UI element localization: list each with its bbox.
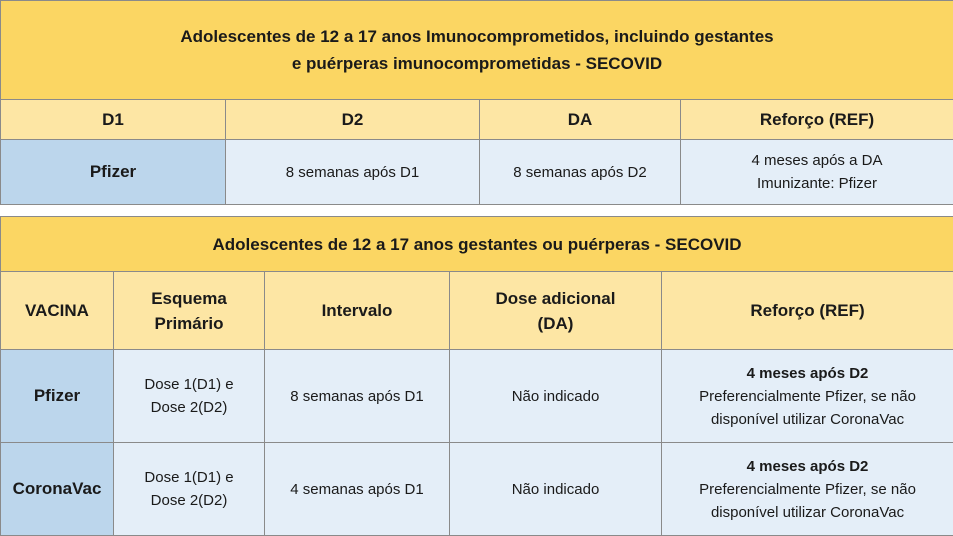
cell-d1-vaccine: Pfizer <box>1 140 226 205</box>
cell-reforco: 4 meses após D2 Preferencialmente Pfizer, se não disponível utilizar CoronaVac <box>662 443 953 536</box>
cell-reforco: 4 meses após D2 Preferencialmente Pfizer, se não disponível utilizar CoronaVac <box>662 350 953 443</box>
header-reforco: Reforço (REF) <box>681 100 953 140</box>
table1-title: Adolescentes de 12 a 17 anos Imunocomprometidos, incluindo gestantes e puérperas imunocomprometidas - SECOVID <box>1 1 953 100</box>
immunocompromised-schedule-table <box>0 0 953 205</box>
header-dose-adicional: Dose adicional (DA) <box>450 272 662 350</box>
cell-dose-adicional: Não indicado <box>450 443 662 536</box>
cell-reforco: 4 meses após a DA Imunizante: Pfizer <box>681 140 953 205</box>
cell-intervalo: 4 semanas após D1 <box>265 443 450 536</box>
pregnant-schedule-table <box>0 216 953 536</box>
table-row <box>1 350 953 443</box>
header-vacina: VACINA <box>1 272 114 350</box>
header-esquema-primario: Esquema Primário <box>114 272 265 350</box>
header-d2: D2 <box>226 100 480 140</box>
cell-da-interval: 8 semanas após D2 <box>480 140 681 205</box>
cell-d2-interval: 8 semanas após D1 <box>226 140 480 205</box>
table-row <box>1 443 953 536</box>
cell-vacina: CoronaVac <box>1 443 114 536</box>
header-da: DA <box>480 100 681 140</box>
cell-dose-adicional: Não indicado <box>450 350 662 443</box>
header-reforco: Reforço (REF) <box>662 272 953 350</box>
header-d1: D1 <box>1 100 226 140</box>
cell-esquema: Dose 1(D1) e Dose 2(D2) <box>114 443 265 536</box>
cell-vacina: Pfizer <box>1 350 114 443</box>
cell-esquema: Dose 1(D1) e Dose 2(D2) <box>114 350 265 443</box>
header-intervalo: Intervalo <box>265 272 450 350</box>
table2-title: Adolescentes de 12 a 17 anos gestantes ou puérperas - SECOVID <box>1 217 953 272</box>
cell-intervalo: 8 semanas após D1 <box>265 350 450 443</box>
